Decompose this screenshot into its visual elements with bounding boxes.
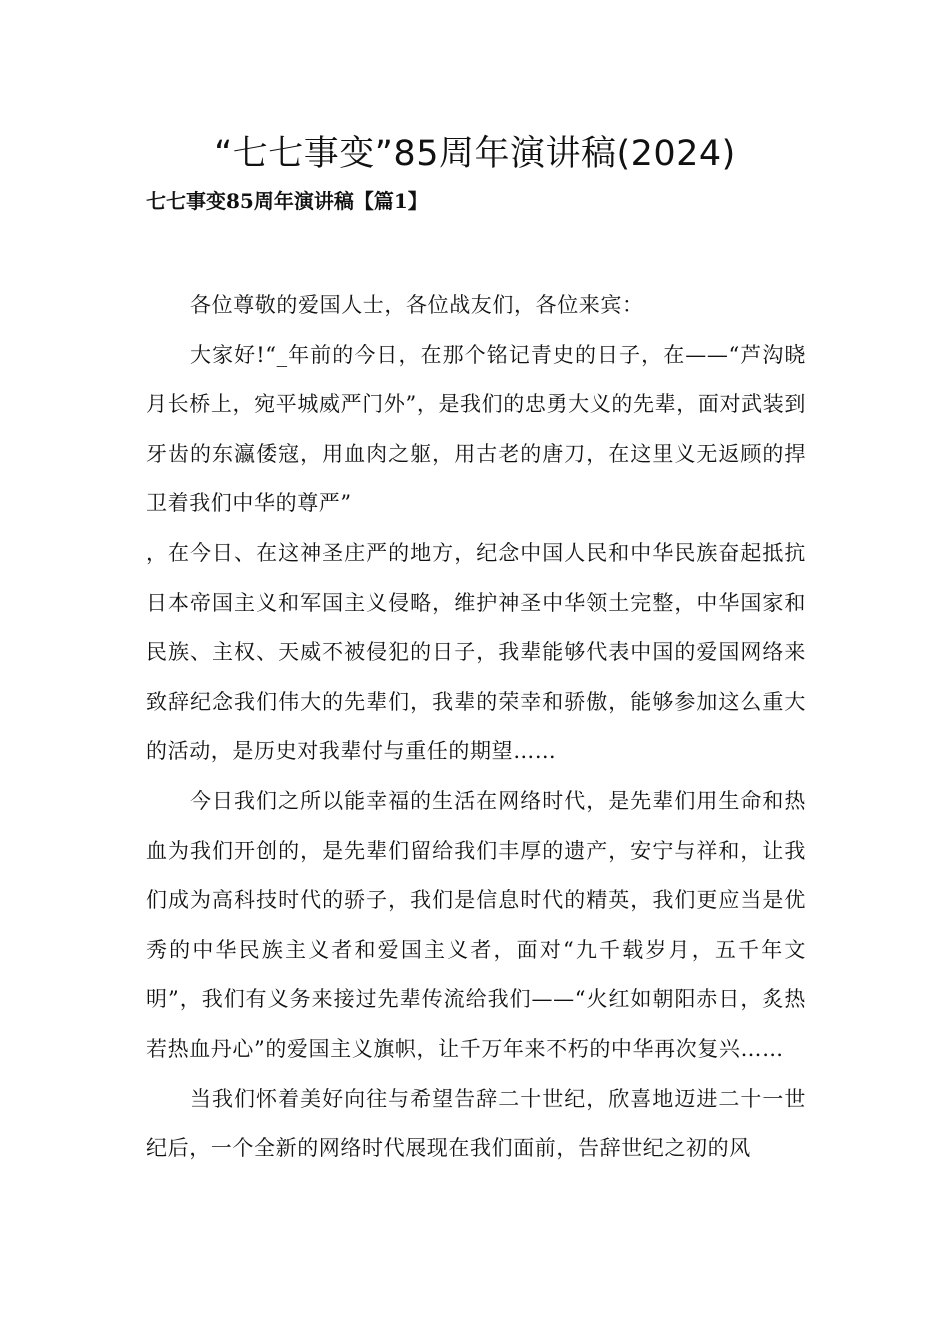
document-subtitle: 七七事变85周年演讲稿【篇1】	[146, 189, 428, 213]
paragraph-network-era: 今日我们之所以能幸福的生活在网络时代，是先辈们用生命和热血为我们开创的，是先辈们留给我们丰厚的遗产，安宁与祥和，让我们成为高科技时代的骄子，我们是信息时代的精英，我们更应当是优秀的中华民族主义者和爱国主义者，面对“九千载岁月，五千年文明”，我们有义务来接过先辈传流给我们——“火红如朝阳赤日，炙热若热血丹心”的爱国主义旗帜，让千万年来不朽的中华再次复兴……	[146, 788, 806, 1061]
document-body	[146, 281, 806, 1174]
document-title: “七七事变”85周年演讲稿(2024)	[214, 134, 736, 174]
paragraph-commemoration: ，在今日、在这神圣庄严的地方，纪念中国人民和中华民族奋起抵抗日本帝国主义和军国主义侵略，维护神圣中华领土完整，中华国家和民族、主权、天威不被侵犯的日子，我辈能够代表中国的爱国网络来致辞纪念我们伟大的先辈们，我辈的荣幸和骄傲，能够参加这么重大的活动，是历史对我辈付与重任的期望……	[146, 540, 806, 764]
paragraph-opening: 大家好!“_年前的今日，在那个铭记青史的日子，在——“芦沟晓月长桥上，宛平城威严门外”，是我们的忠勇大义的先辈，面对武装到牙齿的东瀛倭寇，用血肉之躯，用古老的唐刀，在这里义无返顾的捍卫着我们中华的尊严”	[146, 342, 806, 516]
paragraph-greeting: 各位尊敬的爱国人士，各位战友们，各位来宾：	[190, 293, 644, 317]
paragraph-new-century: 当我们怀着美好向往与希望告辞二十世纪，欣喜地迈进二十一世纪后，一个全新的网络时代展现在我们面前，告辞世纪之初的风	[146, 1086, 806, 1161]
